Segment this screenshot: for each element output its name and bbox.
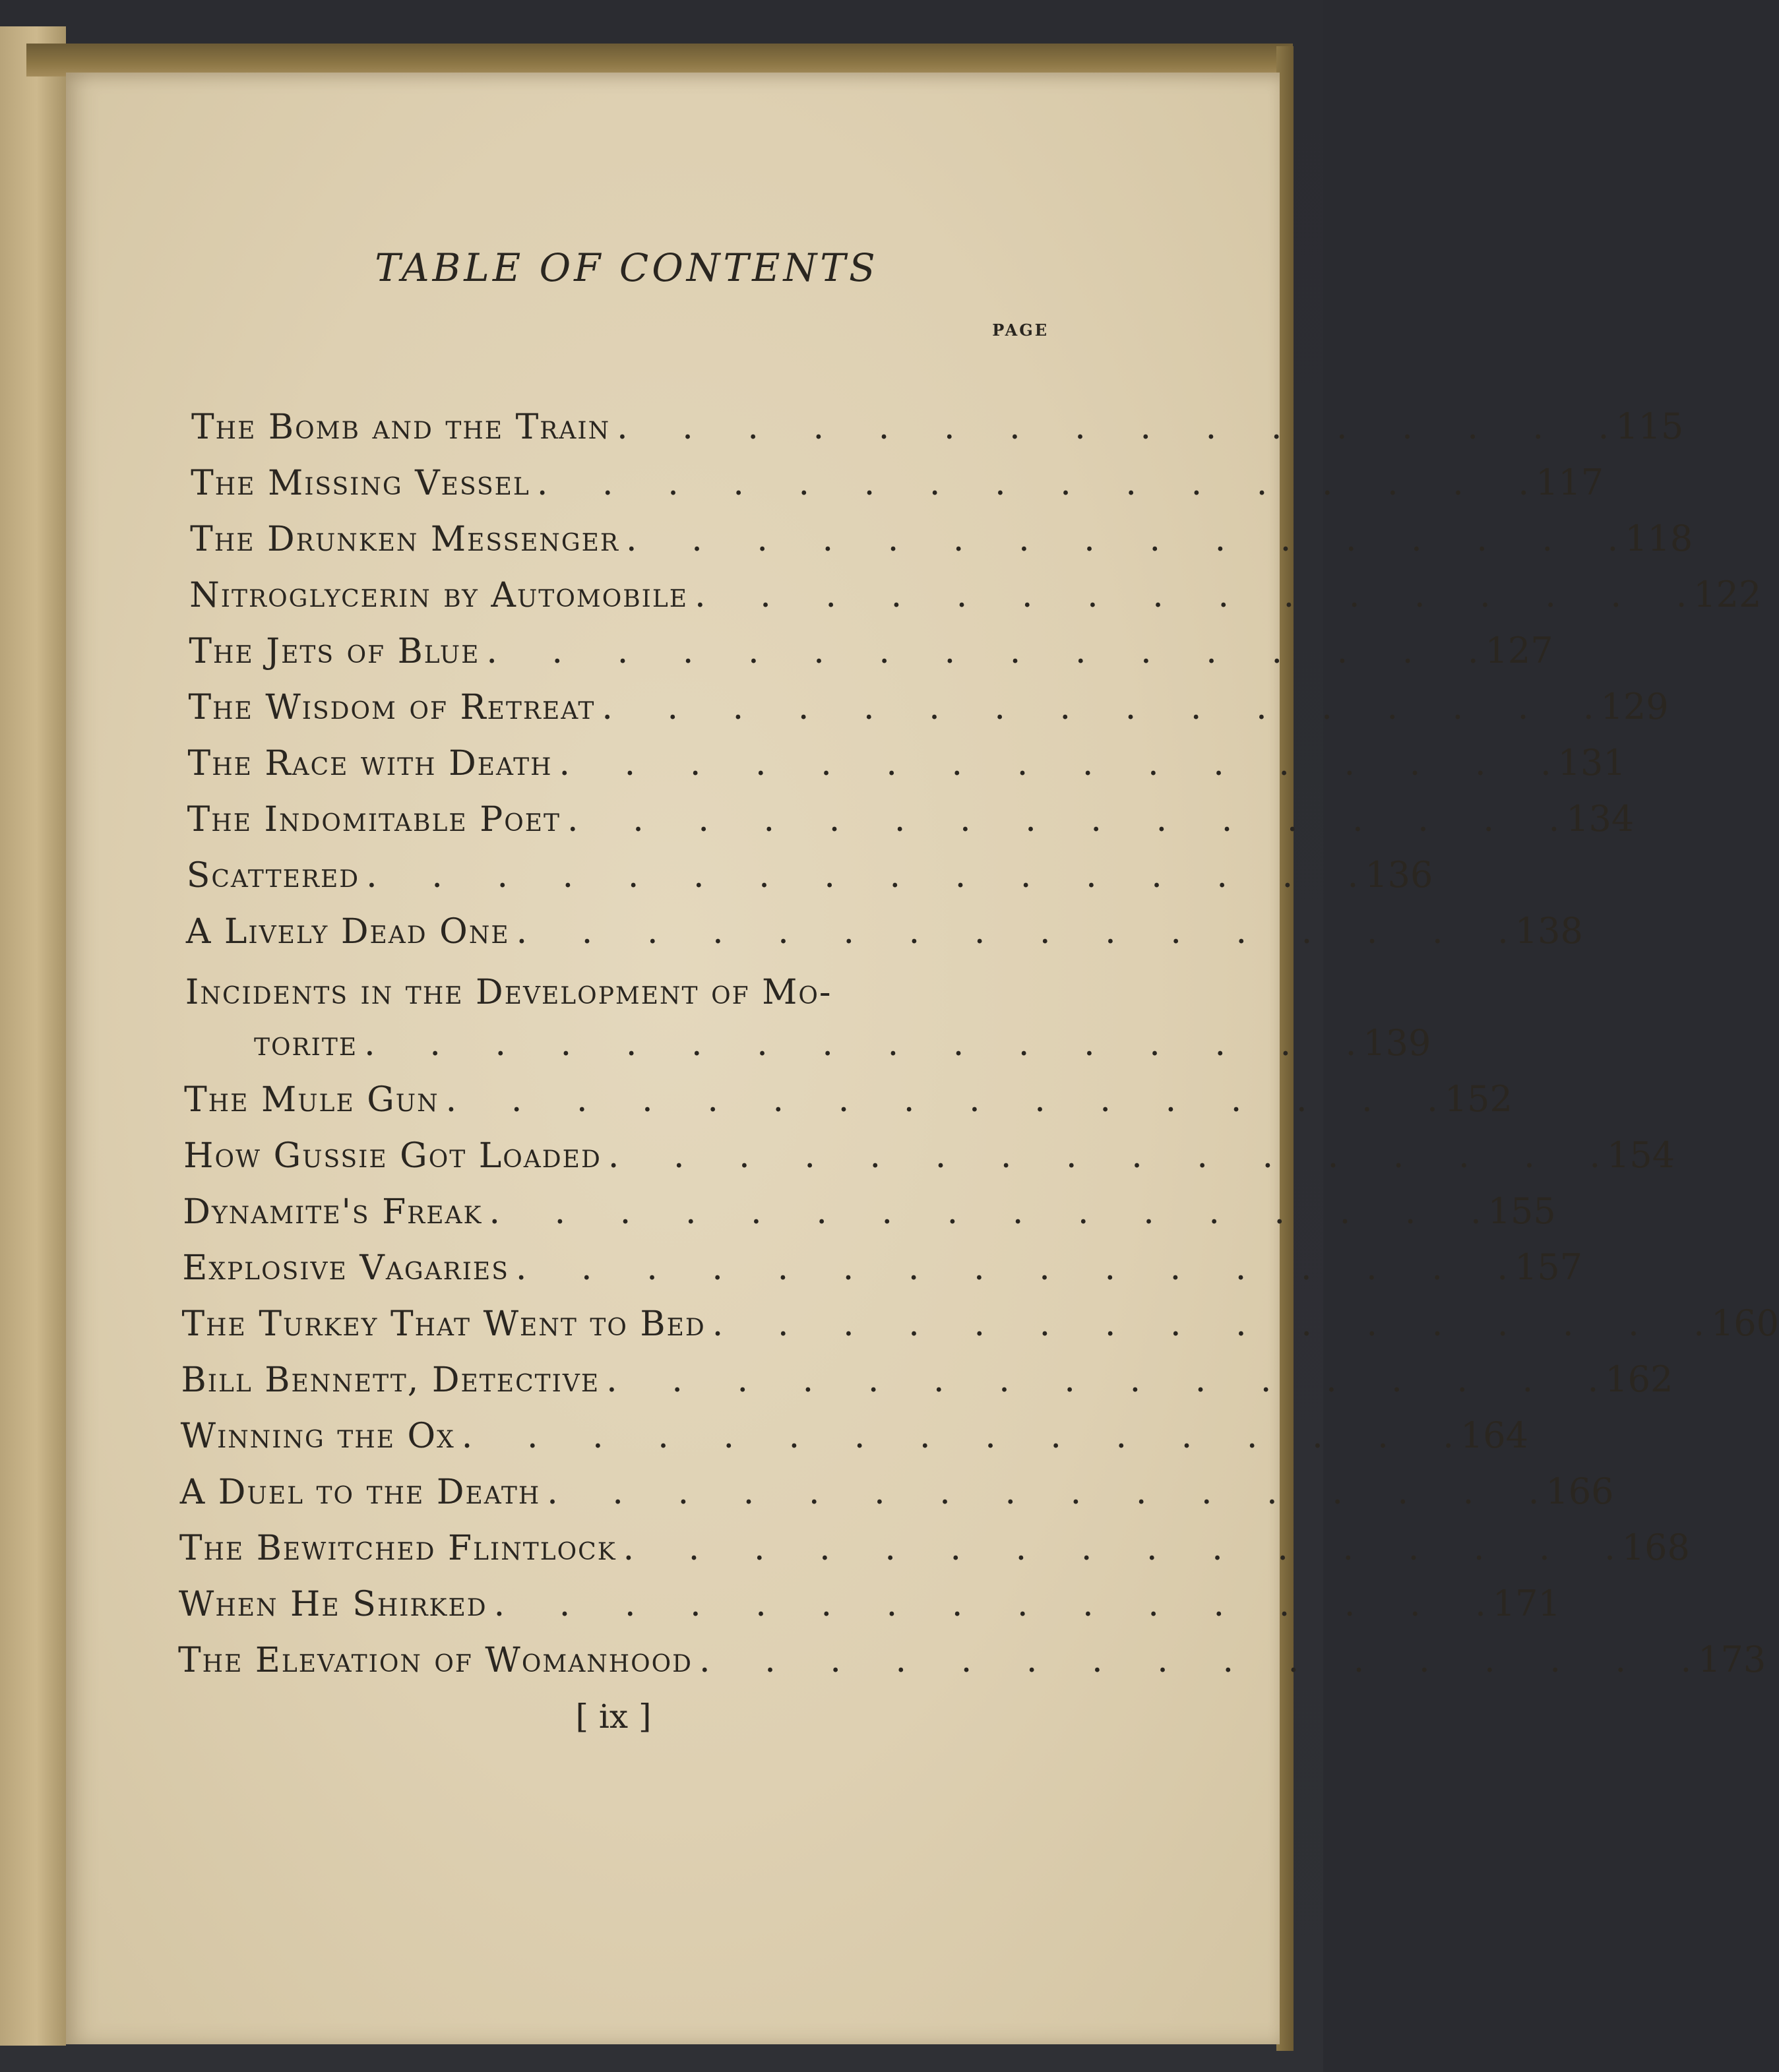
toc-entry-title: Winning the Ox bbox=[180, 1417, 455, 1456]
toc-entry bbox=[187, 798, 1635, 851]
toc-entry-title: The Elevation of Womanhood bbox=[178, 1641, 693, 1680]
toc-entry-page-number: 166 bbox=[1545, 1471, 1614, 1512]
toc-entry-page-number: 154 bbox=[1606, 1134, 1675, 1176]
toc-entry-page-number: 118 bbox=[1625, 518, 1693, 559]
dot-leader: . . . . . . . . . . . . . . . . bbox=[461, 1417, 1454, 1456]
toc-entry-title: The Bomb and the Train bbox=[191, 408, 611, 447]
toc-entry bbox=[184, 1078, 1513, 1131]
toc-entry-page-number: 131 bbox=[1557, 742, 1626, 783]
toc-entry bbox=[189, 630, 1553, 683]
toc-entry bbox=[183, 1134, 1675, 1187]
toc-entry bbox=[188, 686, 1669, 739]
toc-entry-page-number: 127 bbox=[1485, 630, 1553, 671]
toc-entry-page-number: 168 bbox=[1621, 1527, 1690, 1568]
toc-entry bbox=[180, 1415, 1529, 1467]
toc-entry bbox=[183, 1190, 1556, 1243]
book-page bbox=[66, 73, 1779, 2044]
dot-leader: . . . . . . . . . . . . . . . . bbox=[567, 800, 1560, 839]
dot-leader: . . . . . . . . . . . . . . . . bbox=[695, 576, 1687, 615]
dot-leader: . . . . . . . . . . . . . . . . bbox=[366, 856, 1359, 896]
dot-leader: . . . . . . . . . . . . . . . . bbox=[606, 1360, 1599, 1400]
toc-entry bbox=[181, 1302, 1779, 1355]
toc-entry-title: The Mule Gun bbox=[184, 1080, 439, 1120]
toc-entry bbox=[179, 1527, 1690, 1579]
toc-entry-page-number: 117 bbox=[1536, 462, 1604, 503]
toc-entry bbox=[190, 518, 1693, 570]
toc-entry-page-number: 171 bbox=[1492, 1583, 1561, 1624]
toc-entry bbox=[179, 1471, 1614, 1523]
dot-leader: . . . . . . . . . . . . . . . . bbox=[486, 632, 1479, 671]
toc-entry-title: The Race with Death bbox=[187, 744, 553, 783]
toc-entry-continuation: torite bbox=[254, 1024, 358, 1064]
page-folio: [ ix ] bbox=[575, 1697, 652, 1736]
toc-entry-page-number: 155 bbox=[1487, 1190, 1556, 1232]
toc-entry bbox=[178, 1583, 1561, 1635]
toc-entry-title: Nitroglycerin by Automobile bbox=[189, 576, 689, 615]
toc-entry-title: The Bewitched Flintlock bbox=[179, 1529, 617, 1568]
toc-entry-page-number: 139 bbox=[1363, 1022, 1431, 1064]
toc-entry-title: Scattered bbox=[186, 856, 360, 896]
dot-leader: . . . . . . . . . . . . . . . . bbox=[559, 744, 1551, 783]
toc-entry bbox=[254, 1022, 1431, 1075]
toc-entry-title: Bill Bennett, Detective bbox=[181, 1360, 600, 1400]
dot-leader: . . . . . . . . . . . . . . . . bbox=[515, 1248, 1509, 1288]
dot-leader: . . . . . . . . . . . . . . . . bbox=[547, 1473, 1540, 1512]
toc-entry-title: The Missing Vessel bbox=[191, 464, 530, 503]
dot-leader: . . . . . . . . . . . . . . . . bbox=[623, 1529, 1615, 1568]
toc-entry bbox=[186, 854, 1433, 907]
toc-entry-title: The Drunken Messenger bbox=[190, 520, 620, 559]
toc-entry-page-number: 152 bbox=[1444, 1078, 1513, 1120]
page-title: TABLE OF CONTENTS bbox=[375, 245, 879, 290]
toc-entry-title: A Duel to the Death bbox=[179, 1473, 541, 1512]
toc-entry-title: The Jets of Blue bbox=[189, 632, 480, 671]
toc-entry-title: Dynamite's Freak bbox=[183, 1192, 483, 1232]
dot-leader: . . . . . . . . . . . . . . . . bbox=[493, 1585, 1486, 1624]
dot-leader: . . . . . . . . . . . . . . . . bbox=[602, 688, 1594, 727]
toc-entry-title: How Gussie Got Loaded bbox=[183, 1136, 602, 1176]
dot-leader: . . . . . . . . . . . . . . . . bbox=[699, 1641, 1692, 1680]
toc-entry bbox=[178, 1639, 1766, 1691]
dot-leader: . . . . . . . . . . . . . . . . bbox=[536, 464, 1530, 503]
dot-leader: . . . . . . . . . . . . . . . . bbox=[364, 1024, 1357, 1064]
dot-leader: . . . . . . . . . . . . . . . . bbox=[516, 912, 1509, 952]
toc-entry bbox=[182, 1246, 1583, 1299]
dot-leader: . . . . . . . . . . . . . . . . bbox=[626, 520, 1619, 559]
dot-leader: . . . . . . . . . . . . . . . . bbox=[445, 1080, 1438, 1120]
toc-entry-title: Incidents in the Development of Mo- bbox=[185, 973, 832, 1012]
dot-leader: . . . . . . . . . . . . . . . . bbox=[712, 1304, 1704, 1344]
toc-entry bbox=[191, 406, 1684, 458]
toc-entry-page-number: 138 bbox=[1514, 910, 1583, 952]
toc-entry bbox=[187, 742, 1626, 795]
toc-entry-page-number: 162 bbox=[1605, 1358, 1673, 1400]
cover-board-top bbox=[26, 44, 1293, 76]
dot-leader: . . . . . . . . . . . . . . . . bbox=[489, 1192, 1482, 1232]
toc-entry-page-number: 134 bbox=[1566, 798, 1635, 839]
toc-entry-page-number: 173 bbox=[1698, 1639, 1766, 1680]
toc-entry-title: The Wisdom of Retreat bbox=[188, 688, 596, 727]
toc-entry bbox=[191, 462, 1604, 514]
toc-entry-title: A Lively Dead One bbox=[185, 912, 510, 952]
toc-entry-page-number: 164 bbox=[1460, 1415, 1529, 1456]
facing-page-edge bbox=[0, 26, 66, 2046]
toc-entry bbox=[185, 910, 1583, 963]
toc-entry-page-number: 136 bbox=[1365, 854, 1433, 896]
toc-entry bbox=[181, 1358, 1673, 1411]
toc-entry bbox=[189, 574, 1762, 626]
dot-leader: . . . . . . . . . . . . . . . . bbox=[617, 408, 1609, 447]
toc-entry-page-number: 122 bbox=[1693, 574, 1762, 615]
dot-leader: . . . . . . . . . . . . . . . . bbox=[608, 1136, 1600, 1176]
toc-entry-title: Explosive Vagaries bbox=[182, 1248, 509, 1288]
toc-entry-page-number: 129 bbox=[1600, 686, 1669, 727]
toc-entry-title: The Turkey That Went to Bed bbox=[181, 1304, 706, 1344]
toc-entry-title: When He Shirked bbox=[178, 1585, 487, 1624]
toc-entry-page-number: 115 bbox=[1615, 406, 1684, 447]
toc-entry-title: The Indomitable Poet bbox=[187, 800, 561, 839]
toc-entry-page-number: 160 bbox=[1710, 1302, 1779, 1344]
toc-entry-page-number: 157 bbox=[1514, 1246, 1583, 1288]
page-column-label: PAGE bbox=[992, 320, 1049, 340]
